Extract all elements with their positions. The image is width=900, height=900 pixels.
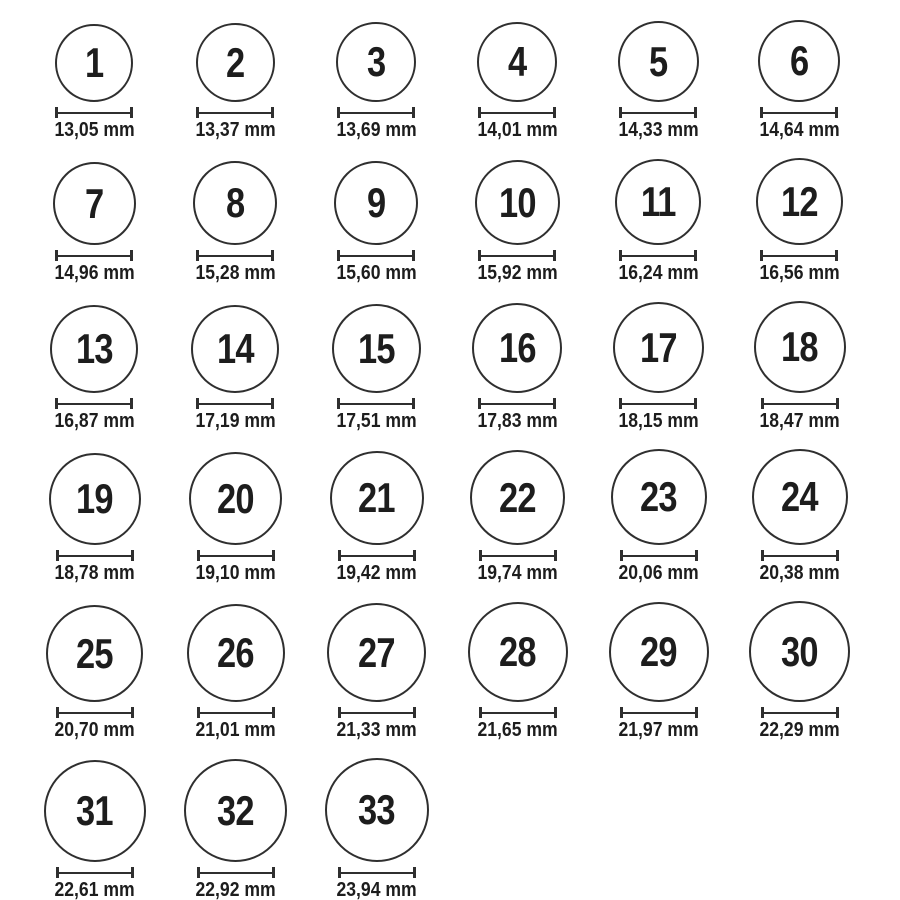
ring-circle	[756, 158, 843, 245]
diameter-ruler	[197, 867, 275, 878]
ring-size-number: 1	[85, 39, 104, 86]
diameter-label: 14,01 mm	[477, 119, 558, 141]
ring-size-number: 22	[499, 473, 536, 521]
ring-size-number: 16	[499, 324, 536, 371]
ruler-right-tick	[835, 250, 838, 261]
ruler-line	[59, 555, 131, 557]
ring-size-cell	[754, 301, 846, 432]
diameter-ruler	[337, 398, 415, 409]
ruler-line	[623, 712, 695, 714]
ruler-line	[200, 712, 272, 714]
ring-circle	[336, 22, 416, 102]
ruler-line	[764, 712, 836, 714]
ruler-right-tick	[272, 707, 275, 718]
ring-size-number: 24	[781, 473, 818, 520]
diameter-ruler	[760, 250, 838, 261]
ruler-line	[341, 555, 413, 557]
diameter-label: 14,96 mm	[54, 262, 135, 284]
diameter-label: 20,06 mm	[618, 562, 699, 584]
ruler-right-tick	[131, 707, 134, 718]
diameter-label: 19,42 mm	[336, 562, 417, 584]
diameter-ruler	[619, 398, 697, 409]
ring-circle	[50, 305, 138, 393]
ring-size-cell	[189, 452, 282, 584]
ring-size-number: 10	[499, 178, 536, 226]
ruler-line	[764, 403, 836, 405]
ruler-line	[199, 403, 271, 405]
diameter-label: 16,56 mm	[759, 262, 840, 284]
ring-circle	[477, 22, 557, 102]
diameter-ruler	[55, 398, 133, 409]
diameter-ruler	[761, 550, 839, 561]
ruler-line	[58, 112, 130, 114]
ring-size-number: 29	[640, 628, 677, 675]
diameter-label: 21,33 mm	[336, 719, 417, 741]
ring-size-number: 30	[781, 627, 818, 675]
ring-size-cell	[190, 305, 281, 432]
ring-size-number: 26	[217, 629, 254, 676]
ruler-right-tick	[835, 107, 838, 118]
diameter-label: 17,19 mm	[195, 410, 276, 432]
ring-size-number: 14	[217, 325, 254, 372]
diameter-ruler	[55, 107, 133, 118]
ruler-right-tick	[553, 107, 556, 118]
ring-size-cell	[749, 601, 850, 741]
ring-size-number: 21	[358, 474, 395, 521]
ruler-line	[763, 112, 835, 114]
ring-circle	[754, 301, 846, 393]
ring-size-cell	[190, 161, 281, 284]
ring-size-cell	[613, 302, 704, 432]
ruler-line	[340, 112, 412, 114]
ring-circle	[334, 161, 418, 245]
ruler-right-tick	[413, 550, 416, 561]
ruler-right-tick	[836, 707, 839, 718]
ring-circle	[758, 20, 840, 102]
ring-size-number: 27	[358, 628, 395, 676]
diameter-ruler	[761, 398, 839, 409]
diameter-label: 17,83 mm	[477, 410, 558, 432]
diameter-ruler	[619, 250, 697, 261]
ruler-right-tick	[694, 250, 697, 261]
ring-size-cell	[470, 450, 565, 584]
diameter-ruler	[56, 550, 134, 561]
ring-size-number: 32	[217, 786, 254, 834]
ring-size-number: 33	[358, 786, 395, 833]
ring-size-cell	[49, 305, 140, 432]
ring-circle	[330, 451, 424, 545]
ring-size-number: 18	[781, 323, 818, 370]
ruler-line	[59, 712, 131, 714]
diameter-label: 14,33 mm	[618, 119, 699, 141]
ruler-right-tick	[130, 398, 133, 409]
ruler-line	[482, 712, 554, 714]
ring-size-cell	[327, 603, 426, 741]
ring-size-cell	[331, 304, 422, 432]
ruler-right-tick	[695, 707, 698, 718]
ruler-right-tick	[554, 707, 557, 718]
diameter-ruler	[338, 867, 416, 878]
diameter-ruler	[478, 398, 556, 409]
ring-size-cell	[49, 453, 141, 584]
ring-circle	[609, 602, 709, 702]
diameter-label: 14,64 mm	[759, 119, 840, 141]
ring-circle	[196, 23, 275, 102]
ring-size-cell	[49, 162, 140, 284]
diameter-label: 13,05 mm	[54, 119, 135, 141]
diameter-label: 22,29 mm	[759, 719, 840, 741]
ring-size-cell	[330, 451, 424, 584]
ruler-right-tick	[412, 107, 415, 118]
diameter-ruler	[620, 707, 698, 718]
ring-size-cell	[754, 158, 845, 284]
ring-size-number: 31	[76, 787, 113, 834]
diameter-ruler	[620, 550, 698, 561]
diameter-ruler	[196, 250, 274, 261]
diameter-ruler	[197, 550, 275, 561]
ring-size-cell	[190, 23, 281, 141]
ring-size-cell	[472, 160, 563, 284]
diameter-label: 21,65 mm	[477, 719, 558, 741]
ring-circle	[752, 449, 848, 545]
ruler-line	[58, 255, 130, 257]
ring-circle	[472, 303, 562, 393]
ring-size-cell	[49, 24, 140, 141]
ruler-right-tick	[272, 550, 275, 561]
ruler-line	[341, 712, 413, 714]
ruler-right-tick	[553, 398, 556, 409]
diameter-label: 16,24 mm	[618, 262, 699, 284]
ring-size-number: 11	[641, 178, 676, 225]
ruler-line	[199, 255, 271, 257]
ruler-right-tick	[695, 550, 698, 561]
diameter-ruler	[197, 707, 275, 718]
ruler-right-tick	[412, 398, 415, 409]
ruler-line	[341, 872, 413, 874]
ruler-line	[340, 255, 412, 257]
ring-size-number: 17	[640, 323, 677, 371]
ruler-right-tick	[272, 867, 275, 878]
diameter-label: 20,70 mm	[54, 719, 135, 741]
ring-circle	[46, 605, 143, 702]
ring-circle	[327, 603, 426, 702]
ruler-right-tick	[130, 107, 133, 118]
ring-circle	[475, 160, 560, 245]
ring-circle	[53, 162, 136, 245]
ruler-line	[481, 255, 553, 257]
ruler-line	[200, 872, 272, 874]
ruler-line	[340, 403, 412, 405]
ruler-line	[763, 255, 835, 257]
ruler-right-tick	[130, 250, 133, 261]
diameter-ruler	[196, 107, 274, 118]
ring-size-number: 2	[226, 38, 245, 86]
diameter-label: 13,37 mm	[195, 119, 276, 141]
diameter-ruler	[56, 867, 134, 878]
ruler-right-tick	[131, 550, 134, 561]
ring-circle	[332, 304, 421, 393]
ring-circle	[325, 758, 429, 862]
ruler-right-tick	[554, 550, 557, 561]
ring-size-number: 6	[790, 37, 809, 84]
ring-size-number: 15	[358, 324, 395, 372]
ring-size-number: 23	[640, 473, 677, 520]
ring-circle	[49, 453, 141, 545]
ring-size-number: 25	[76, 629, 113, 677]
diameter-label: 15,60 mm	[336, 262, 417, 284]
ring-size-cell	[752, 449, 848, 584]
ring-size-number: 5	[649, 37, 668, 85]
ring-size-cell	[609, 602, 709, 741]
ruler-right-tick	[553, 250, 556, 261]
ring-size-number: 4	[508, 38, 527, 85]
diameter-label: 19,10 mm	[195, 562, 276, 584]
ring-size-number: 28	[499, 628, 536, 675]
diameter-label: 15,92 mm	[477, 262, 558, 284]
ring-circle	[55, 24, 133, 102]
ruler-line	[59, 872, 131, 874]
ruler-line	[200, 555, 272, 557]
diameter-ruler	[338, 550, 416, 561]
ring-size-number: 9	[367, 179, 386, 226]
diameter-ruler	[338, 707, 416, 718]
ring-size-cell	[472, 22, 563, 141]
diameter-ruler	[196, 398, 274, 409]
ring-circle	[470, 450, 565, 545]
ruler-line	[199, 112, 271, 114]
ring-circle	[189, 452, 282, 545]
ruler-right-tick	[694, 398, 697, 409]
diameter-label: 20,38 mm	[759, 562, 840, 584]
diameter-ruler	[337, 250, 415, 261]
ruler-right-tick	[413, 707, 416, 718]
ring-size-cell	[331, 161, 422, 284]
diameter-ruler	[55, 250, 133, 261]
ring-size-number: 8	[226, 179, 245, 226]
ring-circle	[613, 302, 704, 393]
diameter-ruler	[619, 107, 697, 118]
ring-size-cell	[468, 602, 568, 741]
ring-size-cell	[613, 159, 704, 284]
ruler-right-tick	[836, 550, 839, 561]
ruler-right-tick	[271, 398, 274, 409]
ring-circle	[611, 449, 707, 545]
diameter-label: 15,28 mm	[195, 262, 276, 284]
ruler-right-tick	[131, 867, 134, 878]
ring-size-cell	[44, 760, 146, 900]
ring-circle	[44, 760, 146, 862]
diameter-ruler	[478, 107, 556, 118]
ring-size-cell	[184, 759, 287, 900]
diameter-ruler	[56, 707, 134, 718]
ring-circle	[187, 604, 285, 702]
ruler-right-tick	[412, 250, 415, 261]
diameter-label: 21,97 mm	[618, 719, 699, 741]
diameter-ruler	[479, 707, 557, 718]
ruler-right-tick	[413, 867, 416, 878]
ring-size-number: 3	[367, 38, 386, 85]
ring-circle	[618, 21, 699, 102]
diameter-ruler	[760, 107, 838, 118]
ruler-line	[481, 403, 553, 405]
ring-circle	[193, 161, 277, 245]
ring-circle	[191, 305, 279, 393]
ring-size-cell	[472, 303, 563, 432]
ring-size-cell	[613, 21, 704, 141]
diameter-ruler	[479, 550, 557, 561]
diameter-label: 21,01 mm	[195, 719, 276, 741]
ruler-line	[482, 555, 554, 557]
diameter-label: 23,94 mm	[336, 879, 417, 900]
diameter-label: 18,15 mm	[618, 410, 699, 432]
ring-size-cell	[187, 604, 285, 741]
ruler-right-tick	[271, 107, 274, 118]
ring-size-number: 7	[85, 179, 104, 227]
ruler-line	[764, 555, 836, 557]
ring-size-cell	[611, 449, 707, 584]
ruler-line	[622, 255, 694, 257]
diameter-label: 22,61 mm	[54, 879, 135, 900]
ring-circle	[184, 759, 287, 862]
diameter-label: 18,47 mm	[759, 410, 840, 432]
ring-size-cell	[754, 20, 845, 141]
ring-size-cell	[331, 22, 422, 141]
ruler-right-tick	[694, 107, 697, 118]
diameter-label: 22,92 mm	[195, 879, 276, 900]
ring-size-cell	[325, 758, 429, 900]
diameter-label: 18,78 mm	[54, 562, 135, 584]
ring-circle	[615, 159, 701, 245]
diameter-ruler	[761, 707, 839, 718]
ruler-line	[481, 112, 553, 114]
ruler-line	[58, 403, 130, 405]
diameter-label: 17,51 mm	[336, 410, 417, 432]
diameter-label: 19,74 mm	[477, 562, 558, 584]
ruler-line	[623, 555, 695, 557]
ruler-right-tick	[271, 250, 274, 261]
ring-circle	[749, 601, 850, 702]
ruler-line	[622, 112, 694, 114]
ring-size-number: 19	[76, 475, 113, 522]
diameter-ruler	[337, 107, 415, 118]
ring-circle	[468, 602, 568, 702]
ring-size-number: 12	[781, 177, 818, 225]
ring-size-number: 20	[217, 474, 254, 522]
diameter-ruler	[478, 250, 556, 261]
ruler-line	[622, 403, 694, 405]
ruler-right-tick	[836, 398, 839, 409]
ring-size-cell	[46, 605, 143, 741]
diameter-label: 13,69 mm	[336, 119, 417, 141]
ring-size-number: 13	[76, 325, 113, 372]
diameter-label: 16,87 mm	[54, 410, 135, 432]
